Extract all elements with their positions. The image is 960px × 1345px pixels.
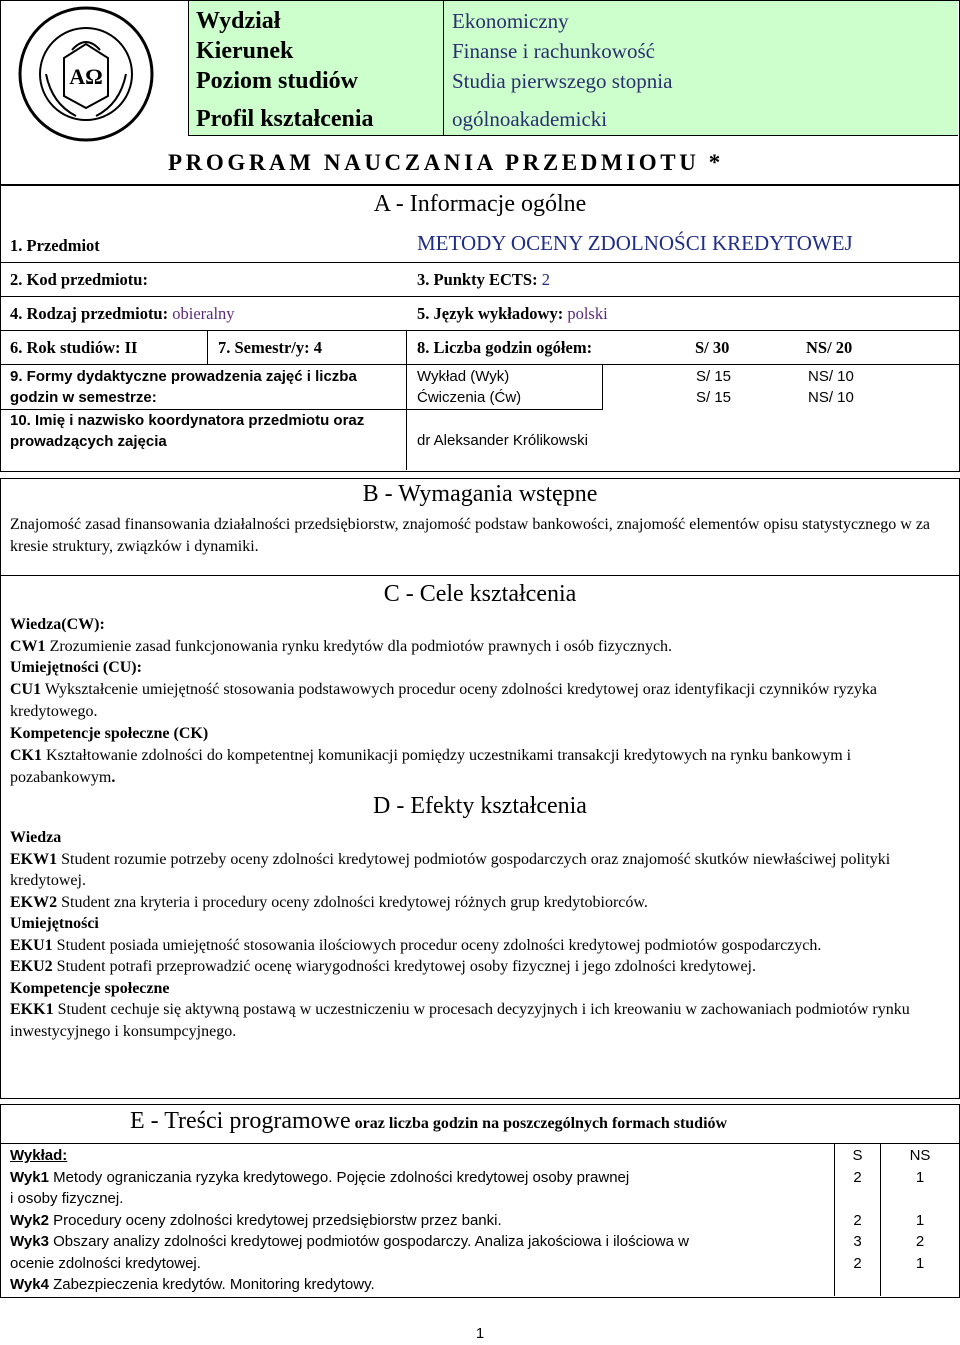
liczba-ns: NS/ 20 — [806, 338, 853, 357]
svg-text:AΩ: AΩ — [69, 64, 103, 89]
tresci-row — [10, 1167, 830, 1189]
eku1-text: Student posiada umiejętność stosowania ilościowych procedur oceny zdolności kredytowej podmiotów gospodarczych. — [52, 936, 822, 954]
row-ns: 1 — [915, 1254, 925, 1272]
ekw1-code: EKW1 — [10, 850, 58, 868]
section-cd-box — [0, 574, 960, 1099]
section-e-title — [130, 1108, 727, 1135]
forma-wyklad-s: S/ 15 — [696, 368, 732, 385]
row-s: 2 — [853, 1211, 862, 1229]
page-number: 1 — [475, 1325, 485, 1342]
header-value-profil: ogólnoakademicki — [452, 107, 608, 131]
ekw2-code: EKW2 — [10, 893, 58, 911]
tresci-row-cont: ocenie zdolności kredytowej. — [10, 1254, 201, 1272]
forma-cwiczenia-name: Ćwiczenia (Ćw) — [417, 389, 522, 406]
formy-label: 9. Formy dydaktyczne prowadzenia zajęć i liczba godzin w semestrze: — [10, 368, 357, 406]
header-label-kierunek: Kierunek — [196, 38, 294, 64]
eku2-code: EKU2 — [10, 958, 53, 975]
col-ns-header: NS — [909, 1147, 931, 1164]
tresci-table-left — [10, 1145, 830, 1296]
tresci-row — [10, 1231, 830, 1253]
eku2-text: Student potrafi przeprowadzić ocenę wiarygodności kredytowej osoby fizycznej i jego zdolności kredytowej. — [52, 958, 756, 975]
row-code: Wyk3 — [10, 1233, 49, 1250]
header-value-kierunek: Finanse i rachunkowość — [452, 39, 655, 63]
cw1-code: CW1 — [10, 638, 46, 655]
col-s-header: S — [852, 1147, 863, 1164]
rodzaj-row — [10, 304, 235, 324]
row-ns: 2 — [915, 1233, 925, 1250]
forma-wyklad-ns: NS/ 10 — [808, 368, 854, 385]
row-line1: Metody ograniczania ryzyka kredytowego. Pojęcie zdolności kredytowej osoby prawnej — [48, 1168, 630, 1186]
section-d-title: D - Efekty kształcenia — [373, 793, 587, 819]
ects-value: 2 — [541, 270, 550, 289]
row-ns: 1 — [915, 1168, 925, 1186]
ck1-dot: . — [111, 769, 116, 786]
wyklad-heading: Wykład: — [10, 1147, 68, 1164]
przedmiot-label: 1. Przedmiot — [10, 236, 100, 255]
koordynator-label: 10. Imię i nazwisko koordynatora przedmiotu oraz prowadzących zajęcia — [10, 412, 365, 450]
cw1-text: Zrozumienie zasad funkcjonowania rynku kredytów dla podmiotów prawnych i osób fizycznych. — [45, 638, 673, 655]
efekty-wiedza-heading: Wiedza — [10, 829, 62, 846]
efekty-umiejetnosci-heading: Umiejętności — [10, 915, 99, 932]
forma-cwiczenia-s: S/ 15 — [696, 389, 732, 406]
tresci-row — [10, 1210, 830, 1232]
row-s: 3 — [853, 1233, 862, 1250]
row-s: 2 — [853, 1168, 862, 1186]
ekk1-text: Student cechuje się aktywną postawą w uczestniczeniu w procesach decyzyjnych i ich kreowaniu w zachowaniach podmiotów rynku inwestycyjnego i konsumpcyjnego. — [10, 1001, 910, 1040]
section-e-title-main: E - Treści programowe — [130, 1108, 351, 1134]
row-line1: Zabezpieczenia kredytów. Monitoring kredytowy. — [48, 1276, 375, 1293]
forma-cwiczenia-ns: NS/ 10 — [808, 389, 854, 406]
section-c-title: C - Cele kształcenia — [383, 581, 577, 607]
row-s: 2 — [853, 1254, 862, 1272]
ects-label: 3. Punkty ECTS: — [417, 270, 538, 289]
jezyk-value: polski — [567, 304, 608, 323]
section-a-title: A - Informacje ogólne — [373, 191, 587, 217]
section-e-title-rest: oraz liczba godzin na poszczególnych formach studiów — [350, 1115, 728, 1132]
ekw2-text: Student zna kryteria i procedury oceny zdolności kredytowej różnych grup kredytobiorców. — [57, 893, 648, 911]
header-value-poziom: Studia pierwszego stopnia — [452, 69, 673, 93]
section-b-text: Znajomość zasad finansowania działalności przedsiębiorstw, znajomość podstaw bankowości, znajomość elementów opisu statystycznego w za kresie struktury, związków i dynamiki. — [10, 516, 931, 555]
rok-label: 6. Rok studiów: II — [10, 338, 138, 357]
cu1-code: CU1 — [10, 681, 42, 698]
liczba-label: 8. Liczba godzin ogółem: — [417, 338, 593, 357]
header-label-profil: Profil kształcenia — [196, 106, 374, 132]
ects-row — [417, 270, 550, 290]
row-ns: 1 — [915, 1211, 925, 1229]
tresci-col-s — [835, 1145, 880, 1274]
koordynator-value: dr Aleksander Królikowski — [417, 432, 588, 449]
section-b-title: B - Wymagania wstępne — [362, 481, 598, 507]
eku1-code: EKU1 — [10, 936, 53, 954]
cele-kompetencje-heading: Kompetencje społeczne (CK) — [10, 725, 209, 742]
tresci-row — [10, 1274, 830, 1296]
ck1-code: CK1 — [10, 747, 42, 764]
header-label-poziom: Poziom studiów — [196, 68, 358, 94]
ekk1-code: EKK1 — [10, 1001, 54, 1018]
header-value-wydzial: Ekonomiczny — [452, 9, 569, 33]
row-code: Wyk4 — [10, 1276, 49, 1293]
tresci-col-ns — [881, 1145, 959, 1274]
kod-label: 2. Kod przedmiotu: — [10, 270, 148, 289]
university-logo — [6, 4, 166, 144]
ck1-text: Kształtowanie zdolności do kompetentnej komunikacji pomiędzy uczestnikami transakcji kredytowych na rynku bankowym i pozabankowym — [10, 747, 852, 786]
rodzaj-value: obieralny — [172, 304, 235, 323]
semestr-label: 7. Semestr/y: 4 — [218, 338, 323, 357]
jezyk-label: 5. Język wykładowy: — [417, 304, 564, 323]
tresci-row-cont: i osoby fizycznej. — [10, 1190, 124, 1207]
program-title: PROGRAM NAUCZANIA PRZEDMIOTU * — [168, 150, 724, 175]
row-code: Wyk1 — [10, 1168, 49, 1186]
cele-umiejetnosci-heading: Umiejętności (CU): — [10, 659, 142, 676]
header-label-wydzial: Wydział — [196, 8, 281, 34]
row-line1: Procedury oceny zdolności kredytowej przedsiębiorstw przez banki. — [48, 1211, 502, 1229]
rodzaj-label: 4. Rodzaj przedmiotu: — [10, 304, 169, 323]
row-line1: Obszary analizy zdolności kredytowej podmiotów gospodarczy. Analiza jakościowa i ilościowa w — [48, 1233, 689, 1250]
efekty-kompetencje-heading: Kompetencje społeczne — [10, 979, 170, 997]
row-code: Wyk2 — [10, 1211, 49, 1229]
przedmiot-value: METODY OCENY ZDOLNOŚCI KREDYTOWEJ — [417, 231, 853, 255]
cele-wiedza-heading: Wiedza(CW): — [10, 616, 105, 633]
jezyk-row — [417, 304, 608, 324]
cu1-text: Wykształcenie umiejętność stosowania podstawowych procedur oceny zdolności kredytowej oraz identyfikacji czynników ryzyka kredytowego. — [10, 681, 877, 720]
liczba-s: S/ 30 — [695, 338, 730, 357]
forma-wyklad-name: Wykład (Wyk) — [417, 368, 510, 385]
ekw1-text: Student rozumie potrzeby oceny zdolności kredytowej podmiotów gospodarczych oraz znajomość skutków niewłaściwej polityki kredytowej. — [10, 850, 891, 889]
